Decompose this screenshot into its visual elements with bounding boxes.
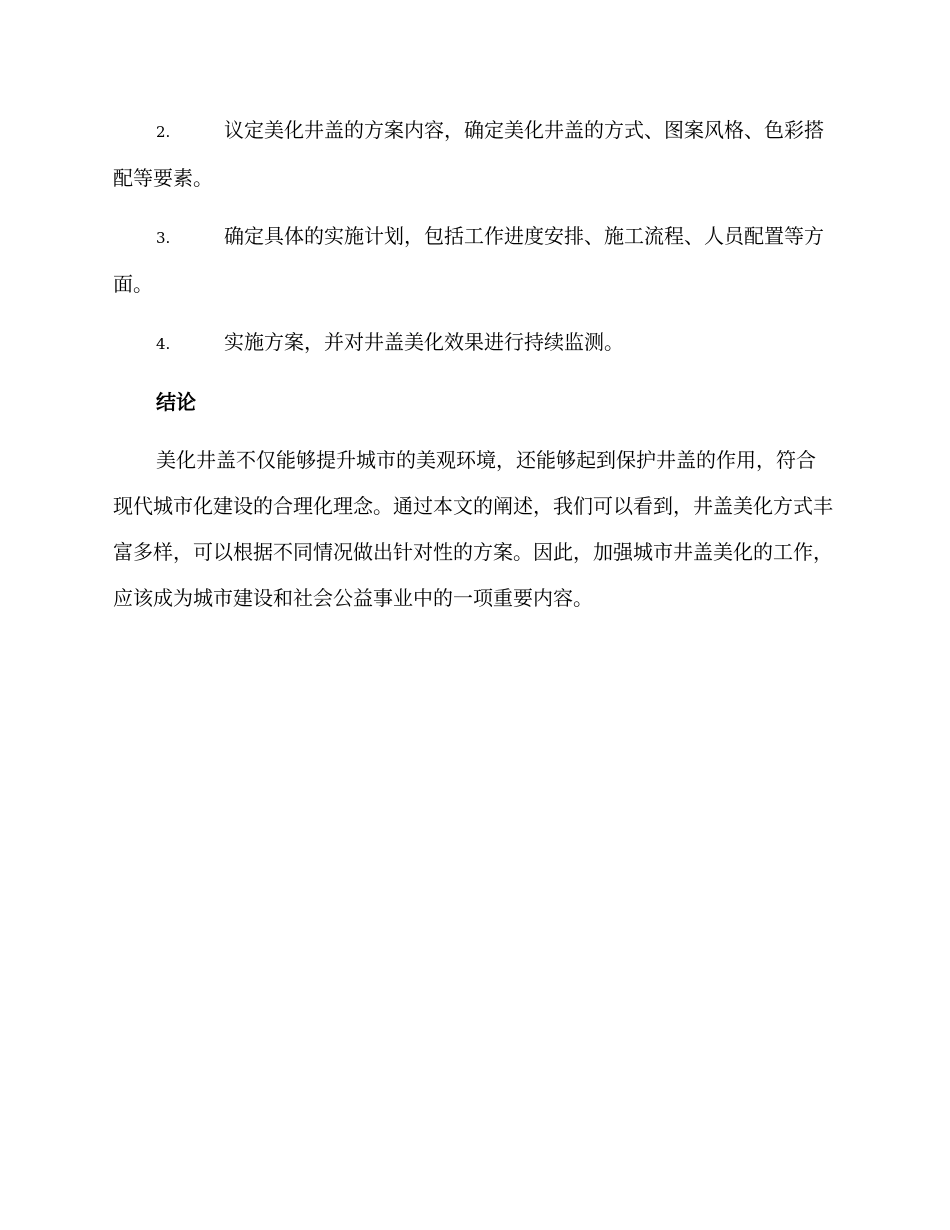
list-item-text: 实施方案，并对井盖美化效果进行持续监测。: [224, 330, 624, 354]
list-item-number: 3.: [156, 229, 171, 247]
list-item: [113, 319, 835, 367]
section-heading: 结论: [156, 390, 196, 414]
list-item-number: 4.: [156, 335, 171, 353]
conclusion-paragraph: 美化井盖不仅能够提升城市的美观环境，还能够起到保护井盖的作用，符合现代城市化建设的合理化理念。通过本文的阐述，我们可以看到，井盖美化方式丰富多样，可以根据不同情况做出针对性的方案。因此，加强城市井盖美化的工作，应该成为城市建设和社会公益事业中的一项重要内容。: [113, 448, 833, 610]
document-content: [113, 107, 835, 621]
list-item: [113, 107, 835, 201]
list-item-text: 确定具体的实施计划，包括工作进度安排、施工流程、人员配置等方面。: [113, 224, 824, 296]
list-item-number: 2.: [156, 123, 171, 141]
list-item: [113, 213, 835, 307]
list-item-text: 议定美化井盖的方案内容，确定美化井盖的方式、图案风格、色彩搭配等要素。: [113, 118, 824, 190]
